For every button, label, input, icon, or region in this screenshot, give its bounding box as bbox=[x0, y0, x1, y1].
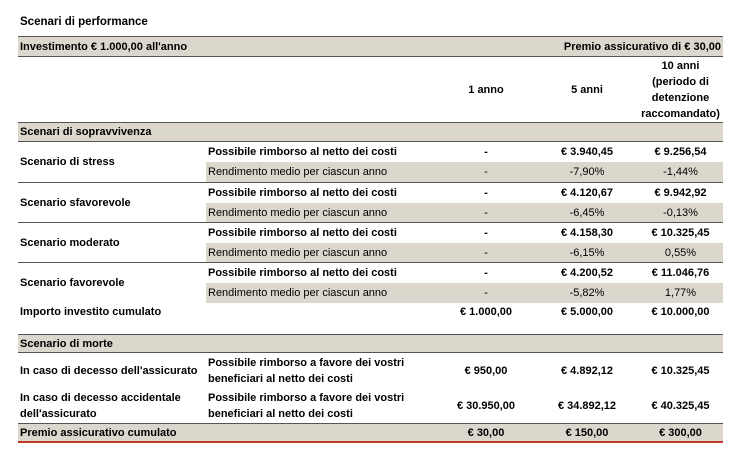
refund-label: Possibile rimborso al netto dei costi bbox=[208, 146, 397, 158]
value-1y: - bbox=[484, 247, 488, 259]
value-5y: € 3.940,45 bbox=[561, 146, 613, 158]
refund-row bbox=[206, 223, 723, 243]
value-10y: -0,13% bbox=[663, 207, 698, 219]
death-row bbox=[18, 353, 723, 388]
refund-label: Possibile rimborso al netto dei costi bbox=[208, 267, 397, 279]
value-1y: € 30.950,00 bbox=[456, 399, 516, 412]
value-10y: € 11.046,76 bbox=[651, 267, 710, 279]
scenario-name: Scenario favorevole bbox=[20, 276, 125, 289]
value-10y: € 40.325,45 bbox=[651, 399, 710, 412]
value-5y: € 5.000,00 bbox=[561, 306, 613, 318]
value-1y: - bbox=[484, 267, 488, 279]
yield-label: Rendimento medio per ciascun anno bbox=[208, 166, 388, 178]
spacer bbox=[18, 322, 723, 334]
value-5y: € 4.200,52 bbox=[561, 267, 613, 279]
value-5y: € 150,00 bbox=[565, 426, 609, 439]
refund-label: Possibile rimborso al netto dei costi bbox=[208, 187, 397, 199]
col-10-years: 10 anni (periodo di detenzione raccomandato) bbox=[641, 59, 720, 120]
value-1y: - bbox=[484, 227, 488, 239]
refund-row bbox=[206, 263, 723, 283]
refund-row bbox=[206, 183, 723, 203]
value-5y: € 4.120,67 bbox=[561, 187, 613, 199]
value-5y: € 4.158,30 bbox=[561, 227, 613, 239]
value-1y: - bbox=[484, 166, 488, 178]
premium-label: Premio assicurativo di € 30,00 bbox=[563, 40, 721, 53]
yield-label: Rendimento medio per ciascun anno bbox=[208, 207, 388, 219]
death-row-desc: Possibile rimborso a favore dei vostri beneficiari al netto dei costi bbox=[208, 391, 405, 420]
survival-heading-row bbox=[18, 122, 723, 142]
scenario-name: Scenario sfavorevole bbox=[20, 196, 131, 209]
yield-label: Rendimento medio per ciascun anno bbox=[208, 247, 388, 259]
value-10y: € 10.000,00 bbox=[651, 306, 710, 318]
yield-row bbox=[206, 283, 723, 303]
scenario-favourable bbox=[18, 262, 723, 302]
value-1y: - bbox=[484, 207, 488, 219]
value-10y: -1,44% bbox=[663, 166, 698, 178]
value-1y: - bbox=[484, 146, 488, 158]
cumulative-invested-label: Importo investito cumulato bbox=[20, 306, 162, 318]
yield-row bbox=[206, 203, 723, 223]
value-10y: € 9.256,54 bbox=[654, 146, 707, 158]
value-10y: 1,77% bbox=[664, 287, 697, 299]
death-row-name: In caso di decesso accidentale dell'assicurato bbox=[20, 391, 181, 420]
value-10y: € 10.325,45 bbox=[651, 364, 710, 377]
cumulative-invested-row bbox=[18, 302, 723, 322]
scenario-name: Scenario moderato bbox=[20, 236, 120, 249]
value-1y: € 950,00 bbox=[464, 364, 508, 377]
value-10y: € 10.325,45 bbox=[651, 227, 710, 239]
death-heading: Scenario di morte bbox=[20, 337, 113, 350]
death-row-desc: Possibile rimborso a favore dei vostri beneficiari al netto dei costi bbox=[208, 356, 405, 385]
death-row bbox=[18, 388, 723, 423]
column-header-row bbox=[18, 56, 723, 122]
col-5-years: 5 anni bbox=[571, 83, 603, 96]
scenario-moderate bbox=[18, 222, 723, 262]
value-5y: € 4.892,12 bbox=[561, 364, 613, 377]
page-title: Scenari di performance bbox=[20, 16, 148, 28]
cumulative-premium-label: Premio assicurativo cumulato bbox=[20, 426, 177, 439]
scenario-unfavourable bbox=[18, 182, 723, 222]
refund-row bbox=[206, 142, 723, 162]
value-10y: € 9.942,92 bbox=[654, 187, 707, 199]
death-heading-row bbox=[18, 334, 723, 353]
scenario-name: Scenario di stress bbox=[20, 156, 115, 168]
value-1y: € 1.000,00 bbox=[460, 306, 512, 318]
yield-row bbox=[206, 243, 723, 263]
cumulative-premium-row bbox=[18, 423, 723, 443]
value-5y: -7,90% bbox=[569, 166, 605, 178]
survival-heading: Scenari di sopravvivenza bbox=[20, 126, 152, 138]
value-10y: 0,55% bbox=[664, 247, 697, 259]
value-5y: -5,82% bbox=[569, 287, 605, 299]
value-5y: -6,15% bbox=[569, 247, 605, 259]
performance-table bbox=[18, 36, 723, 443]
yield-row bbox=[206, 162, 723, 182]
value-5y: € 34.892,12 bbox=[557, 399, 617, 412]
scenario-stress bbox=[18, 142, 723, 182]
value-1y: - bbox=[484, 187, 488, 199]
yield-label: Rendimento medio per ciascun anno bbox=[208, 287, 388, 299]
value-5y: -6,45% bbox=[569, 207, 605, 219]
death-row-name: In caso di decesso dell'assicurato bbox=[20, 364, 198, 377]
investment-header-row bbox=[18, 36, 723, 56]
value-1y: - bbox=[484, 287, 488, 299]
col-1-year: 1 anno bbox=[468, 83, 504, 96]
value-1y: € 30,00 bbox=[467, 426, 505, 439]
value-10y: € 300,00 bbox=[659, 426, 702, 439]
investment-label: Investimento € 1.000,00 all'anno bbox=[20, 40, 188, 53]
refund-label: Possibile rimborso al netto dei costi bbox=[208, 227, 397, 239]
